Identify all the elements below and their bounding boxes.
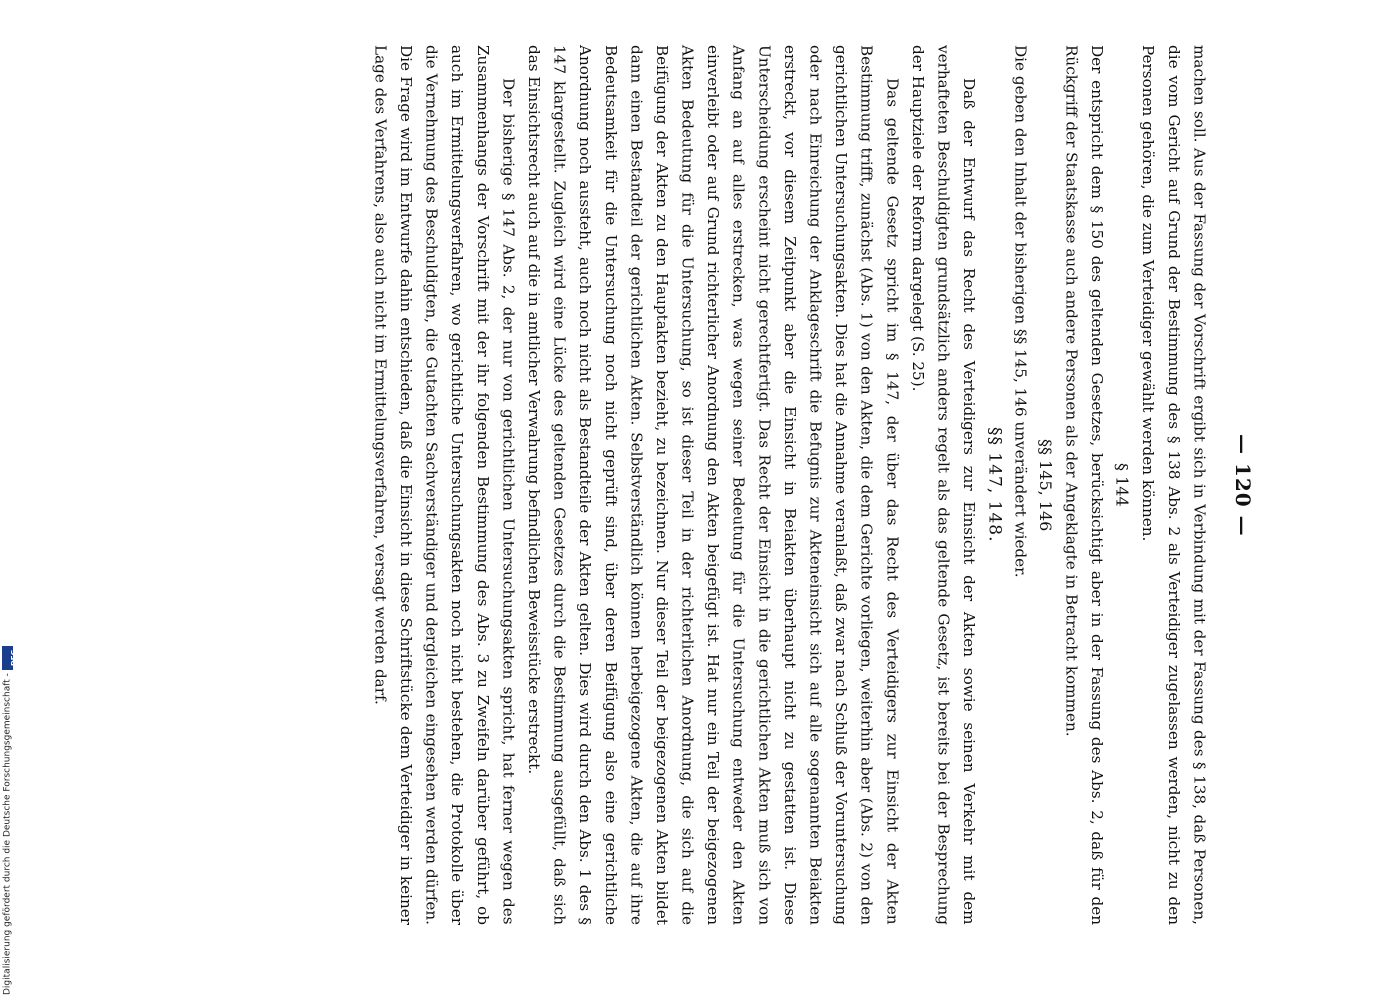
dfg-logo: DFG — [2, 646, 13, 670]
section-heading: §§ 147, 148. — [984, 427, 1005, 543]
paragraph: Der bisherige § 147 Abs. 2, der nur von gerichtlichen Untersuchungsakten spricht, hat ferner wegen des Zusammenhangs der Vorschrift mit der ihr folgenden Bestimmung des Abs. 3 zu Zweifeln darüber geführt, ob auch im Ermittelungsverfahren, wo gerichtliche Untersuchungsakten noch nicht bestehen, die Protokolle über die Vernehmung des Beschuldigten, die Gutachten Sachverständiger und dergleichen eingesehen werden dürfen. Die Frage wird im Entwurfe dahin entschieden, daß die Einsicht in diese Schriftstücke dem Verteidiger in keiner Lage des Verfahrens, also auch nicht im Ermittelungsverfahren, versagt werden darf. — [371, 45, 518, 925]
paragraph: machen soll. Aus der Fassung der Vorschrift ergibt sich in Verbindung mit der Fassung des § 138, daß Personen, die vom Gericht auf Grund der Bestimmung des § 138 Abs. 2 als Verteidiger zugelassen werden, nicht zu den Personen gehören, die zum Verteidiger gewählt werden können. — [1139, 45, 1209, 925]
funding-note-text: Digitalisierung gefördert durch die Deutsche Forschungsgemeinschaft - — [2, 673, 13, 995]
page-number: — 120 — — [1231, 433, 1255, 537]
rotated-document-page — [105, 45, 1255, 925]
paragraph: Der entspricht dem § 150 des geltenden Gesetzes, berücksichtigt aber in der Fassung des Abs. 2, daß für den Rückgriff der Staatskasse auch andere Personen als der Angeklagte in Betracht kommen. — [1062, 45, 1107, 925]
section-heading: §§ 145, 146 — [1035, 438, 1055, 532]
paragraph: Das geltende Gesetz spricht im § 147, der über das Recht des Verteidigers zur Einsicht der Akten Bestimmung trifft, zunächst (Abs. 1) von den Akten, die dem Gerichte vorliegen, weiterhin aber (Abs. 2) von den gerichtlichen Untersuchungsakten. Dies hat die Annahme veranlaßt, daß zwar nach Schluß der Voruntersuchung oder nach Einreichung der Anklageschrift die Befugnis zur Akteneinsicht sich auf alle sogenannten Beiakten erstreckt, vor diesem Zeitpunkt aber die Einsicht in Beiakten überhaupt nicht zu gestatten ist. Diese Unterscheidung erscheint nicht gerechtfertigt. Das Recht der Einsicht in die gerichtlichen Akten muß sich von Anfang an auf alles erstrecken, was wegen seiner Bedeutung für die Untersuchung entweder den Akten einverleibt oder auf Grund richterlicher Anordnung den Akten beigefügt ist. Hat nur ein Teil der beigezogenen Akten Bedeutung für die Untersuchung, so ist dieser Teil in der richterlichen Anordnung, die sich auf die Beifügung der Akten zu den Hauptakten bezieht, zu bezeichnen. Nur dieser Teil der beigezogenen Akten bildet dann einen Bestandteil der gerichtlichen Akten. Selbstverständlich können herbeigezogene Akten, die auf ihre Bedeutsamkeit für die Untersuchung noch nicht geprüft sind, über deren Beifügung also eine gerichtliche Anordnung noch aussteht, auch noch nicht als Bestandteile der Akten gelten. Dies wird durch den Abs. 1 des § 147 klargestellt. Zugleich wird eine Lücke des geltenden Gesetzes durch die Bestimmung ausgefüllt, daß sich das Einsichtsrecht auch auf die in amtlicher Verwahrung befindlichen Beweisstücke erstreckt. — [524, 45, 902, 925]
section-heading: § 144 — [1112, 463, 1132, 507]
paragraph: Daß der Entwurf das Recht des Verteidigers zur Einsicht der Akten sowie seinen Verkehr mit dem verhafteten Beschuldigten grundsätzlich anders regelt als das geltende Gesetz, ist bereits bei der Besprechung der Hauptziele der Reform dargelegt (S. 25). — [908, 45, 979, 925]
document-body — [367, 45, 1212, 925]
funding-note — [2, 600, 18, 995]
paragraph: Die geben den Inhalt der bisherigen §§ 145, 146 unverändert wieder. — [1011, 45, 1030, 578]
